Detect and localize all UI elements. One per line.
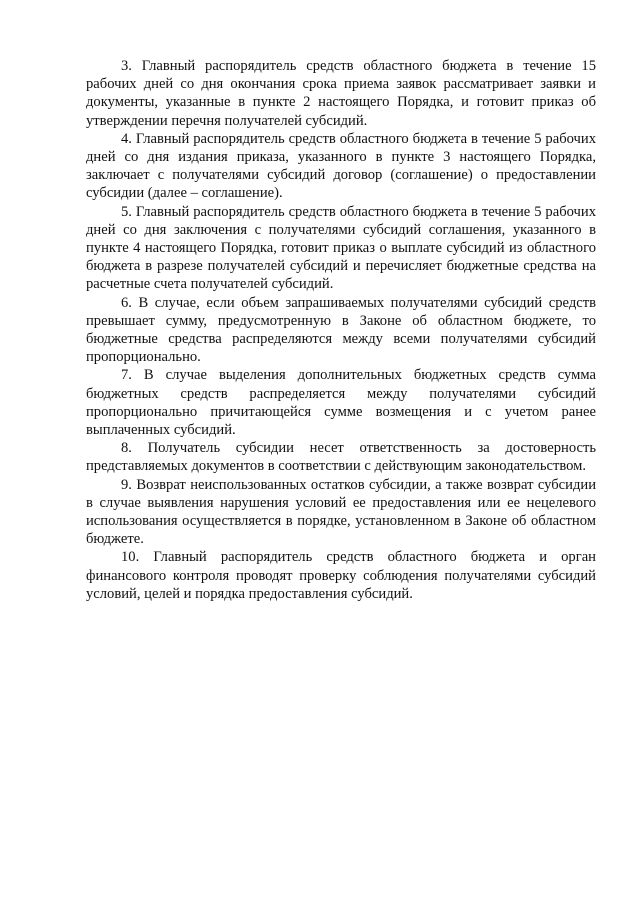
paragraph-7: 7. В случае выделения дополнительных бюджетных средств сумма бюджетных средств распределяется между получателями субсидий пропорционально причитающейся сумме возмещения и с учетом ранее выплаченных субсидий. (86, 367, 596, 439)
paragraph-10: 10. Главный распорядитель средств областного бюджета и орган финансового контроля проводят проверку соблюдения получателями субсидий условий, целей и порядка предоставления субсидий. (86, 549, 596, 602)
document-page (86, 57, 596, 603)
paragraph-3: 3. Главный распорядитель средств областного бюджета в течение 15 рабочих дней со дня окончания срока приема заявок рассматривает заявки и документы, указанные в пункте 2 настоящего Порядка, и готовит приказ об утверждении перечня получателей субсидий. (86, 58, 596, 129)
paragraph-9: 9. Возврат неиспользованных остатков субсидии, а также возврат субсидии в случае выявления нарушения условий ее предоставления или ее нецелевого использования осуществляется в порядке, установленном в Законе об областном бюджете. (86, 476, 596, 548)
law-link[interactable]: Законе (359, 312, 402, 329)
paragraph-4: 4. Главный распорядитель средств областного бюджета в течение 5 рабочих дней со дня издания приказа, указанного в пункте 3 настоящего Порядка, заключает с получателями субсидий договор (соглашение) о предоставлении субсидии (далее – соглашение). (86, 130, 596, 202)
paragraph-6-start: 6. В случае, если объем запрашиваемых получателями субсидий средств превышает сумму, предусмотренную в (86, 294, 596, 329)
paragraph-5: 5. Главный распорядитель средств областного бюджета в течение 5 рабочих дней со дня заключения с получателями субсидий соглашения, указанного в пункте 4 настоящего Порядка, готовит приказ о выплате субсидий из областного бюджета в разрезе получателей субсидий и перечисляет бюджетные средства на расчетные счета получателей субсидий. (86, 203, 596, 293)
paragraph-8: 8. Получатель субсидии несет ответственность за достоверность представляемых документов в соответствии с действующим законодательством. (86, 440, 596, 475)
paragraph-6 (86, 294, 596, 367)
paragraph-6-end: об областном бюджете, то бюджетные средства распределяются между всеми получателями субсидий пропорционально. (86, 312, 596, 366)
